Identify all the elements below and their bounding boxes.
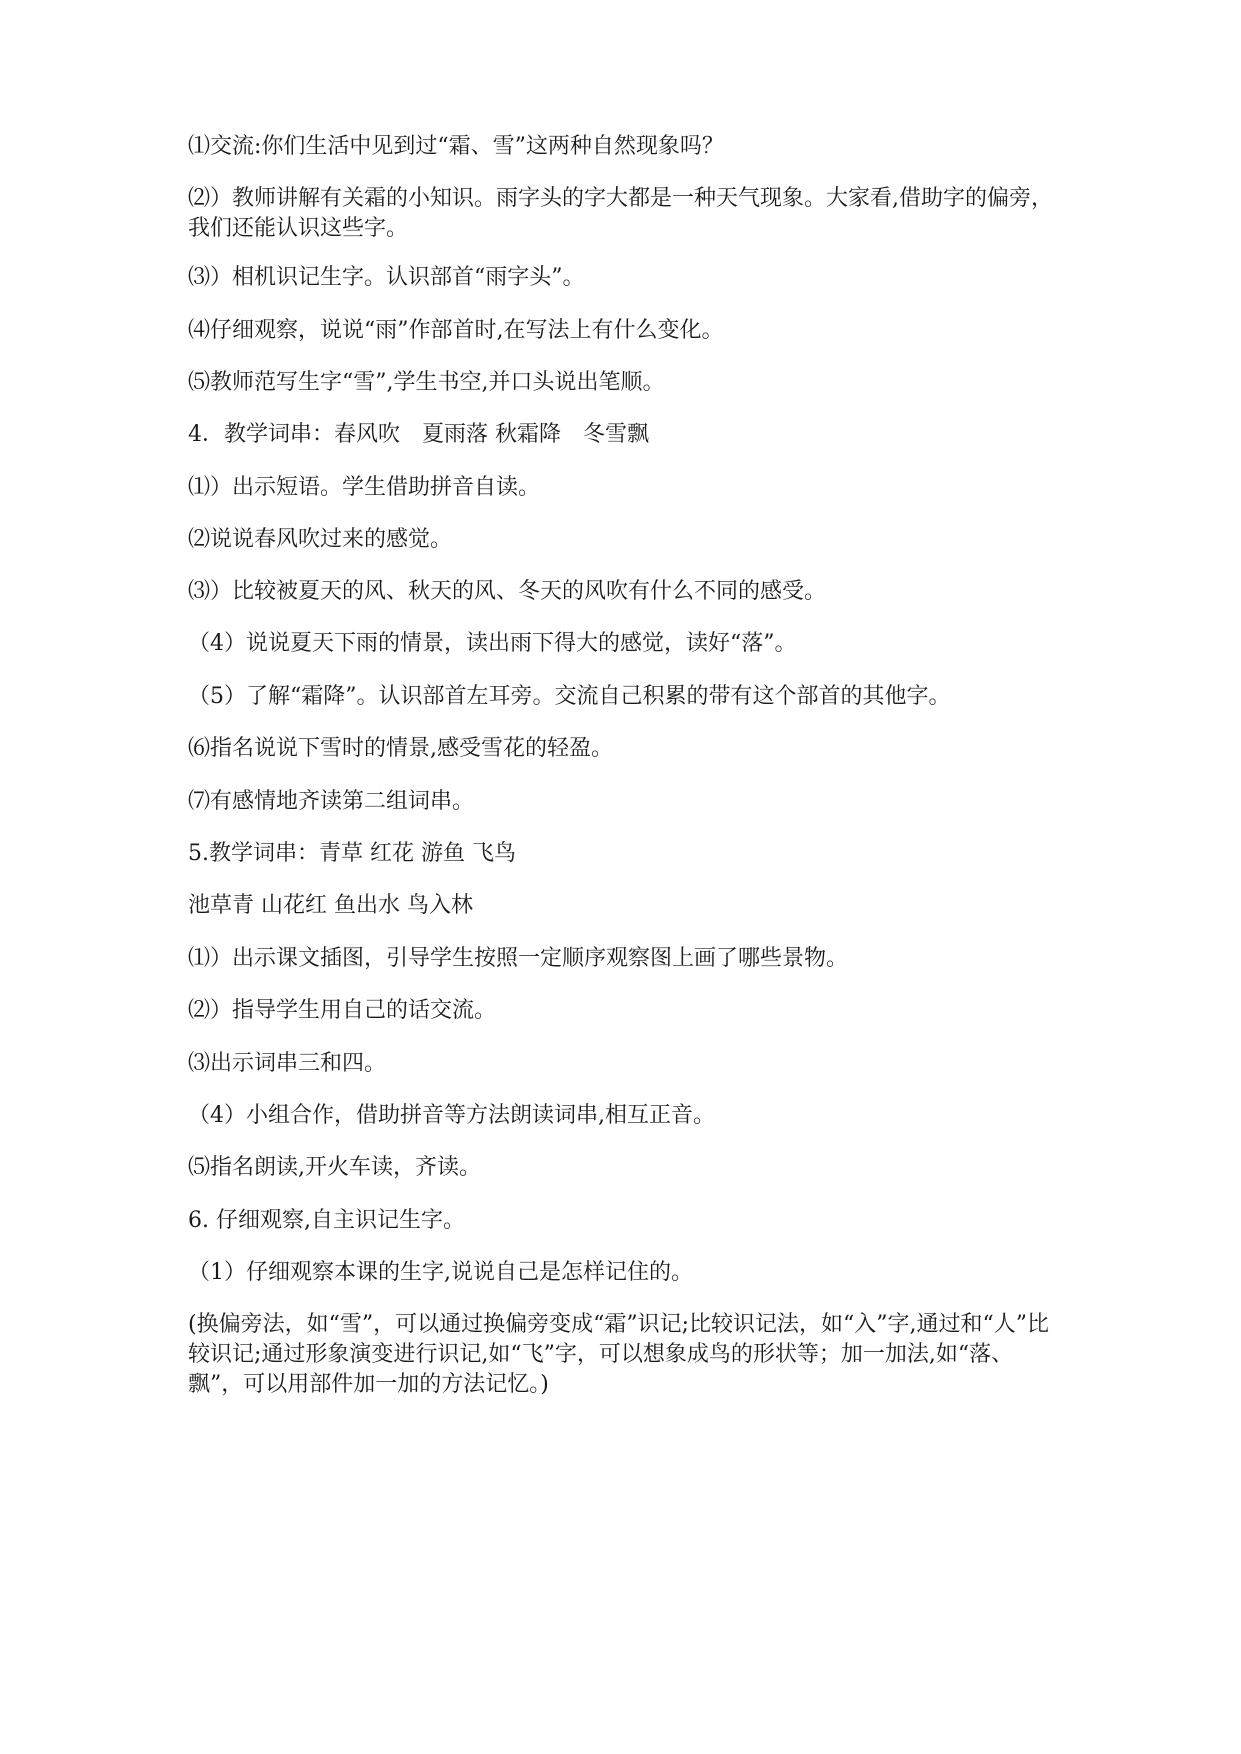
paragraph-7: ⑴）出示短语。学生借助拼音自读。: [188, 475, 541, 500]
paragraph-20: ⑸指名朗读,开火车读，齐读。: [188, 1155, 481, 1180]
paragraph-5: ⑸教师范写生字“雪”,学生书空,并口头说出笔顺。: [188, 370, 665, 395]
paragraph-19: （4）小组合作，借助拼音等方法朗读词串,相互正音。: [188, 1103, 715, 1128]
paragraph-21: 6. 仔细观察,自主识记生字。: [188, 1208, 465, 1233]
paragraph-2: ⑵）教师讲解有关霜的小知识。雨字头的字大都是一种天气现象。大家看,借助字的偏旁，我们还能认识这些字。: [188, 186, 1053, 241]
paragraph-13: ⑺有感情地齐读第二组词串。: [188, 789, 475, 814]
paragraph-3: ⑶）相机识记生字。认识部首“雨字头”。: [188, 265, 585, 290]
paragraph-9: ⑶）比较被夏天的风、秋天的风、冬天的风吹有什么不同的感受。: [188, 579, 827, 604]
paragraph-10: （4）说说夏天下雨的情景，读出雨下得大的感觉，读好“落”。: [188, 631, 797, 656]
paragraph-18: ⑶出示词串三和四。: [188, 1051, 387, 1076]
paragraph-11: （5）了解“霜降”。认识部首左耳旁。交流自己积累的带有这个部首的其他字。: [188, 684, 951, 709]
paragraph-17: ⑵）指导学生用自己的话交流。: [188, 998, 497, 1023]
paragraph-14: 5.教学词串：青草 红花 游鱼 飞鸟: [188, 841, 516, 866]
paragraph-8: ⑵说说春风吹过来的感觉。: [188, 527, 453, 552]
paragraph-23: (换偏旁法，如“雪”，可以通过换偏旁变成“霜”识记;比较识记法，如“入”字,通过和“人”比较识记;通过形象演变进行识记,如“飞”字，可以想象成鸟的形状等；加一加法,如“落、飘”，可以用部件加一加的方法记忆。): [188, 1312, 1049, 1397]
paragraph-1: ⑴交流:你们生活中见到过“霜、雪”这两种自然现象吗？: [188, 134, 724, 159]
paragraph-16: ⑴）出示课文插图，引导学生按照一定顺序观察图上画了哪些景物。: [188, 946, 849, 971]
paragraph-15: 池草青 山花红 鱼出水 鸟入林: [188, 893, 473, 918]
paragraph-6: 4．教学词串：春风吹 夏雨落 秋霜降 冬雪飘: [188, 422, 649, 447]
paragraph-12: ⑹指名说说下雪时的情景,感受雪花的轻盈。: [188, 736, 613, 761]
paragraph-22: （1）仔细观察本课的生字,说说自己是怎样记住的。: [188, 1260, 693, 1285]
paragraph-4: ⑷仔细观察，说说“雨”作部首时,在写法上有什么变化。: [188, 318, 724, 343]
